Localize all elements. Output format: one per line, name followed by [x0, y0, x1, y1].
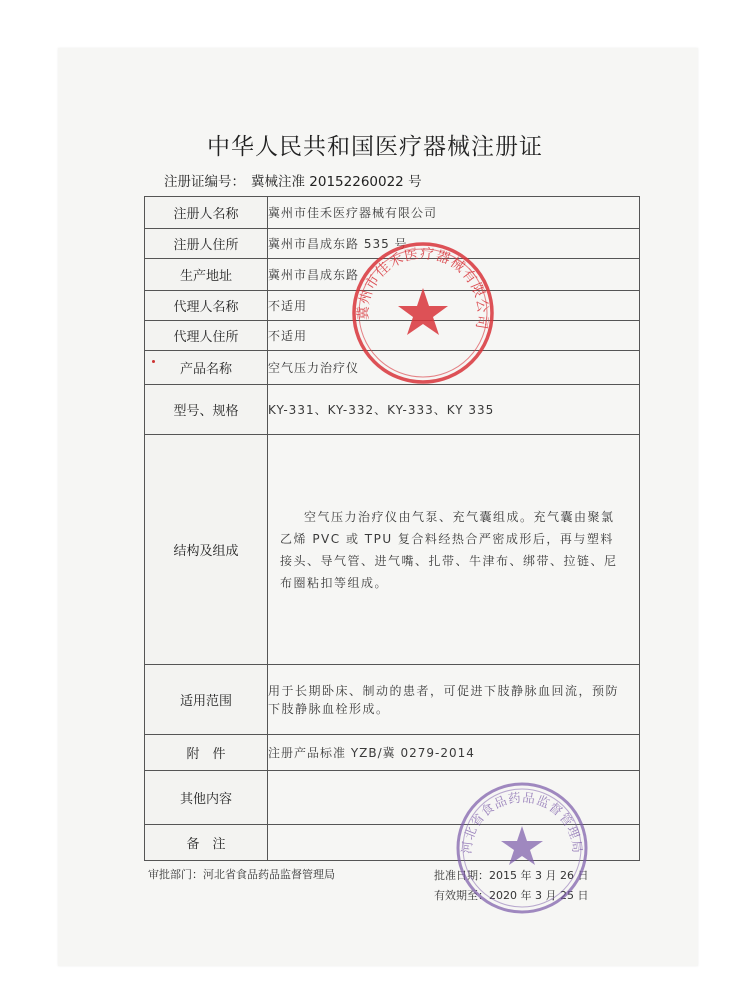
model-spec-label: 型号、规格: [145, 385, 268, 435]
authority-seal-text: 河北省食品药品监督管理局: [458, 789, 586, 855]
expiry-date: 有效期至：2020 年 3 月 25 日: [434, 889, 589, 902]
table-row: [145, 259, 640, 291]
agent-name-label: 代理人名称: [145, 291, 268, 321]
registrant-address-label: 注册人住所: [145, 229, 268, 259]
ink-dot: [152, 360, 155, 363]
approval-date: 批准日期：2015 年 3 月 26 日: [434, 869, 589, 882]
structure-value: 空气压力治疗仪由气泵、充气囊组成。充气囊由聚氯乙烯 PVC 或 TPU 复合料经热合严密成形后，再与塑料接头、导气管、进气嘴、扎带、牛津布、绑带、拉链、尼布圈粘扣等组成。: [280, 509, 618, 590]
table-row: [145, 291, 640, 321]
table-row: [145, 825, 640, 861]
other-content-label: 其他内容: [145, 771, 268, 825]
model-spec-value: KY-331、KY-332、KY-333、KY 335: [268, 385, 640, 435]
table-row: [145, 197, 640, 229]
attachment-value: 注册产品标准 YZB/冀 0279-2014: [268, 735, 640, 771]
company-seal-text: 冀州市佳禾医疗器械有限公司: [355, 245, 491, 332]
agent-address-label: 代理人住所: [145, 321, 268, 351]
certificate-number: [164, 170, 422, 190]
agent-address-value: 不适用: [268, 321, 640, 351]
product-name-value: 空气压力治疗仪: [268, 351, 640, 385]
remarks-value: [268, 825, 640, 861]
table-row: [145, 771, 640, 825]
certificate-title: 中华人民共和国医疗器械注册证: [207, 134, 543, 160]
table-row: [145, 229, 640, 259]
certificate-number-value: 冀械注准 20152260022 号: [251, 174, 422, 190]
product-name-label: 产品名称: [145, 351, 268, 385]
attachment-label: 附 件: [145, 735, 268, 771]
production-address-value: 冀州市昌成东路: [268, 259, 640, 291]
structure-label: 结构及组成: [145, 435, 268, 665]
table-row: [145, 665, 640, 735]
certificate-number-label: 注册证编号：: [164, 174, 245, 190]
table-row: [145, 321, 640, 351]
table-row: [145, 385, 640, 435]
table-row: [145, 435, 640, 665]
registrant-name-value: 冀州市佳禾医疗器械有限公司: [268, 197, 640, 229]
agent-name-value: 不适用: [268, 291, 640, 321]
registrant-address-value: 冀州市昌成东路 535 号: [268, 229, 640, 259]
approving-authority: 审批部门：河北省食品药品监督管理局: [148, 868, 335, 881]
other-content-value: [268, 771, 640, 825]
registration-table: [144, 196, 640, 861]
table-row: [145, 351, 640, 385]
table-row: [145, 735, 640, 771]
scope-label: 适用范围: [145, 665, 268, 735]
production-address-label: 生产地址: [145, 259, 268, 291]
registrant-name-label: 注册人名称: [145, 197, 268, 229]
remarks-label: 备 注: [145, 825, 268, 861]
dates-block: [434, 866, 588, 906]
scope-value: 用于长期卧床、制动的患者，可促进下肢静脉血回流，预防下肢静脉血栓形成。: [268, 683, 620, 716]
